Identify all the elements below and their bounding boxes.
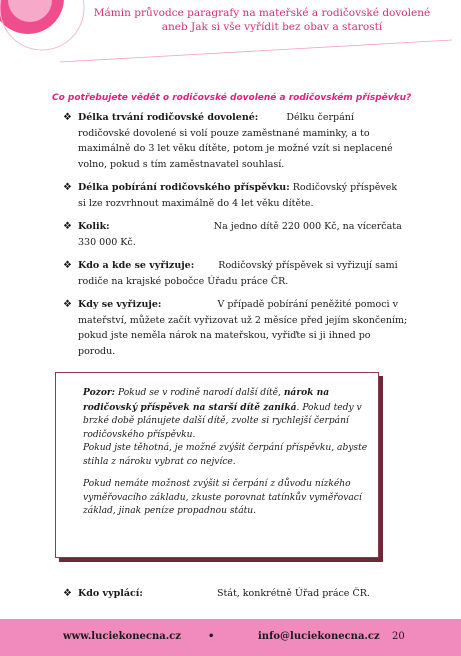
item-label: Kdy se vyřizuje: bbox=[78, 299, 162, 310]
item-label: Kolik: bbox=[78, 221, 110, 232]
footer-website-link[interactable]: www.luciekonecna.cz bbox=[63, 631, 181, 642]
item-label: Délka trvání rodičovské dovolené: bbox=[78, 112, 259, 123]
item-label: Délka pobírání rodičovského příspěvku: bbox=[78, 182, 290, 193]
item-label: Kdo vyplácí: bbox=[78, 588, 143, 599]
note-paragraph-2: Pokud nemáte možnost zvýšit si čerpání z důvodu nízkého vyměřovacího základu, zkuste porovnat tatínkův vyměřovací základ, jinak peníze propadnou státu. bbox=[83, 479, 362, 517]
deco-line bbox=[60, 40, 452, 62]
bullet-icon: ❖ bbox=[63, 112, 72, 123]
note-text-c: Pokud jste těhotná, je možné zvýšit čerpání příspěvku, abyste stihla z nároku vybrat co nejvíce. bbox=[83, 443, 368, 467]
bullet-icon: ❖ bbox=[63, 182, 72, 193]
item-text: Rodičovský příspěvek si lze rozvrhnout maximálně do 4 let věku dítěte. bbox=[78, 182, 398, 209]
list-item-who-pays bbox=[63, 586, 408, 602]
bullet-icon: ❖ bbox=[63, 299, 72, 310]
item-text: Na jedno dítě 220 000 Kč, na vícerčata 330 000 Kč. bbox=[78, 221, 402, 248]
footer-separator: • bbox=[208, 631, 215, 642]
list-item-duration-leave bbox=[63, 110, 408, 172]
header-line-2: aneb Jak si vše vyřídit bez obav a starostí bbox=[161, 21, 383, 33]
warning-note-box bbox=[55, 372, 379, 558]
item-text: Stát, konkrétně Úřad práce ČR. bbox=[216, 588, 370, 599]
list-item-duration-allowance bbox=[63, 180, 408, 211]
item-text: V případě pobírání peněžité pomoci v mateřství, můžete začít vyřizovat už 2 měsíce před jejím skončením; pokud jste neměla nárok na mateřskou, vyřiďte si ji ihned po porodu. bbox=[78, 299, 408, 357]
list-item-when bbox=[63, 297, 408, 359]
document-header bbox=[92, 6, 432, 34]
header-line-1: Mámin průvodce paragrafy na mateřské a rodičovské dovolené bbox=[93, 7, 431, 19]
note-paragraph-1 bbox=[83, 386, 373, 470]
bullet-icon: ❖ bbox=[63, 588, 72, 599]
bullet-icon: ❖ bbox=[63, 221, 72, 232]
item-text: Rodičovský příspěvek si vyřizují sami rodiče na krajské pobočce Úřadu práce ČR. bbox=[78, 260, 398, 287]
note-text-a: Pokud se v rodině narodí další dítě, bbox=[117, 388, 281, 398]
note-pozor-label: Pozor: bbox=[83, 387, 116, 398]
item-text: Délku čerpání rodičovské dovolené si volí pouze zaměstnané maminky, a to maximálně do 3 let věku dítěte, potom je možné vzít si neplacené volno, pokud s tím zaměstnavatel souhlasí. bbox=[78, 112, 393, 170]
footer-email-link[interactable]: info@luciekonecna.cz bbox=[258, 631, 380, 642]
section-question: Co potřebujete vědět o rodičovské dovolené a rodičovském příspěvku? bbox=[52, 93, 412, 103]
bullet-icon: ❖ bbox=[63, 260, 72, 271]
list-item-who-where bbox=[63, 258, 408, 289]
page-footer bbox=[0, 619, 461, 656]
note-text-b: . Pokud tedy v brzké době plánujete další dítě, zvolte si rychlejší čerpání rodičovského příspěvku. bbox=[83, 402, 362, 440]
list-item-amount bbox=[63, 219, 408, 250]
item-label: Kdo a kde se vyřizuje: bbox=[78, 260, 195, 271]
note-text-bold: nárok na rodičovský příspěvek na starší dítě zaniká bbox=[83, 387, 330, 413]
page-number: 20 bbox=[392, 631, 405, 642]
